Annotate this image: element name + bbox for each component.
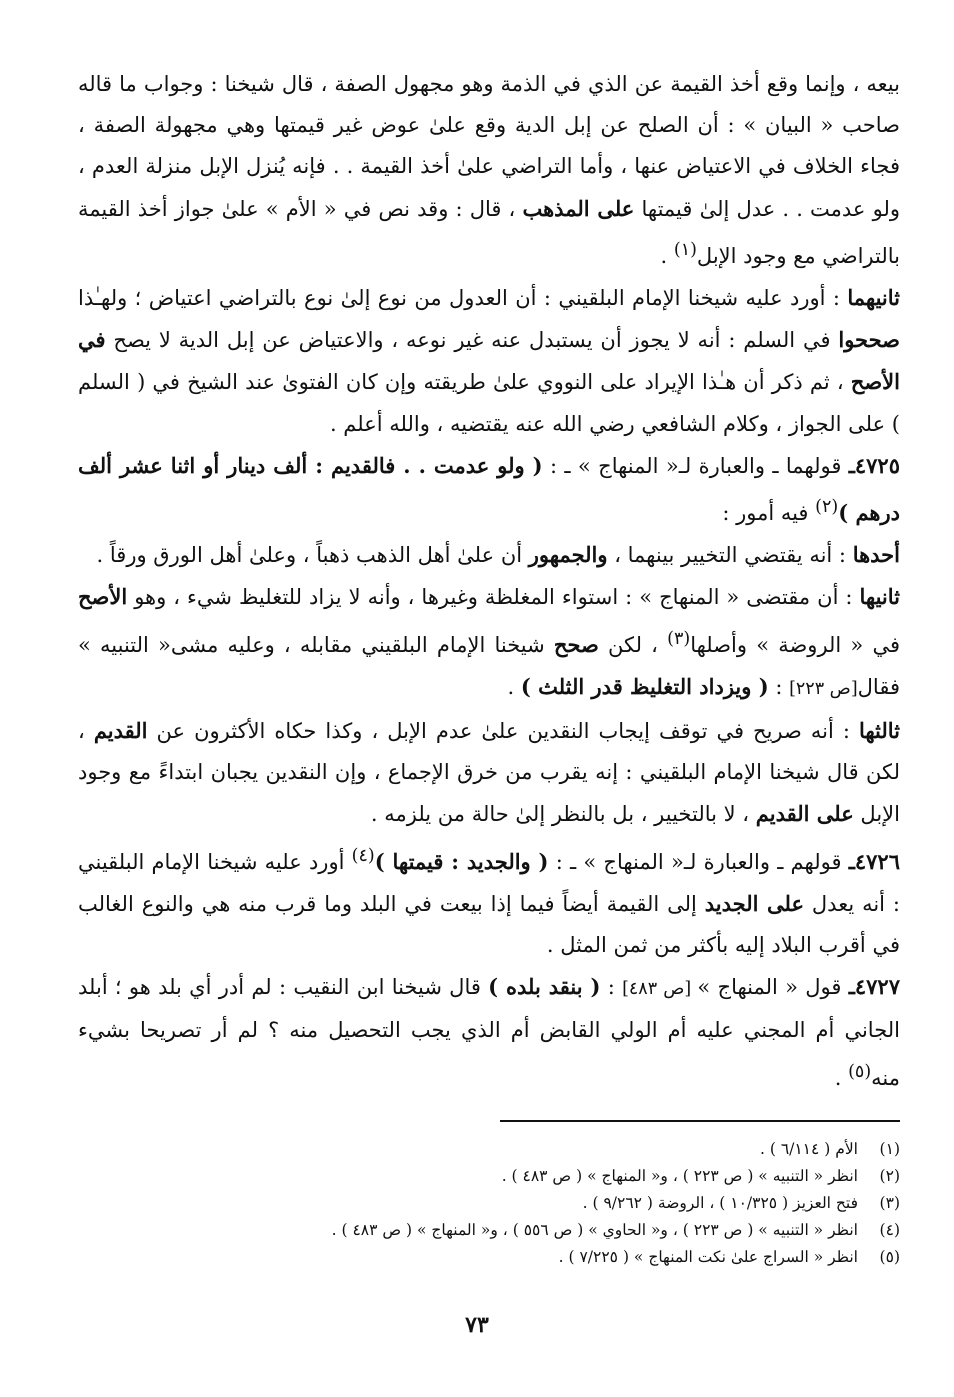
footnote: [78, 1244, 900, 1271]
footnote-ref[interactable]: (٤): [351, 845, 375, 866]
footnote-number: (٣): [879, 1194, 900, 1212]
paragraph-3: ٤٧٢٥ـ قولهما ـ والعبارة لـ« المنهاج » ـ : ( ولو عدمت . . فالقديم : ألف دينار أو اثنا عشر ألف درهم )$^{(٢)}$ فيه أمور :: [78, 452, 900, 526]
footnote-text: انظر « السراج علىٰ نكت المنهاج » ( ٧/٢٢٥ ) .: [558, 1248, 858, 1266]
footnote: [78, 1190, 900, 1217]
footnote-text: انظر « التنبيه » ( ص ٢٢٣ ) ، و« المنهاج » ( ص ٤٨٣ ) .: [501, 1167, 858, 1185]
paragraph-8: ٤٧٢٧ـ قول « المنهاج » [ص ٤٨٣] : ( بنقد بلده ) قال شيخنا ابن النقيب : لم أدر أي بلد هو ؛ أبلد الجاني أم المجني عليه أم الولي القابض أم الذي يجب التحصيل منه ؟ لم أر تصريحا بشيء منه$^{(٥)}$ .: [78, 974, 900, 1090]
footnote-divider: [500, 1120, 900, 1122]
footnote-ref[interactable]: (١): [673, 239, 697, 260]
footnote-number: (٢): [879, 1167, 900, 1185]
footnote: [78, 1163, 900, 1190]
footnote-ref[interactable]: (٣): [667, 628, 691, 649]
page-number: ٧٣: [465, 1312, 489, 1338]
footnote-number: (٥): [879, 1248, 900, 1266]
footnote-number: (٤): [879, 1221, 900, 1239]
footnote: [78, 1217, 900, 1244]
paragraph-7: ٤٧٢٦ـ قولهم ـ والعبارة لـ« المنهاج » ـ : ( والجديد : قيمتها )$^{(٤)}$ أورد عليه شيخنا الإمام البلقيني : أنه يعدل على الجديد إلى القيمة أيضاً فيما إذا بيعت في البلد وما قرب منه هي والنوع الغالب في أقرب البلاد إليه بأكثر من ثمن المثل .: [78, 845, 900, 958]
paragraph-5: ثانيها : أن مقتضى « المنهاج » : استواء المغلظة وغيرها ، وأنه لا يزاد للتغليظ شيء ، وهو الأصح في « الروضة » وأصلها$^{(٣)}$ ، لكن صحح شيخنا الإمام البلقيني مقابله ، وعليه مشى« التنبيه » فقال[ص ٢٢٣] : ( ويزداد التغليظ قدر الثلث ) .: [78, 584, 900, 699]
footnote-ref[interactable]: (٢): [815, 497, 839, 518]
paragraph-4: أحدها : أنه يقتضي التخيير بينهما ، والجمهور أن علىٰ أهل الذهب ذهباً ، وعلىٰ أهل الورق ورقاً .: [96, 542, 900, 568]
paragraph-6: ثالثها : أنه صريح في توقف إيجاب النقدين علىٰ عدم الإبل ، وكذا حكاه الأكثرون عن القديم ، لكن قال شيخنا الإمام البلقيني : إنه يقرب من خرق الإجماع ، وإن النقدين يجبان ابتداءً مع وجود الإبل على القديم ، لا بالتخيير ، بل بالنظر إلىٰ حالة من يلزمه .: [78, 718, 901, 827]
footnote-text: فتح العزيز ( ١٠/٣٢٥ ) ، الروضة ( ٩/٢٦٢ ) .: [582, 1194, 858, 1212]
page-reference: [ص ٤٨٣]: [622, 979, 698, 1000]
paragraph-1: بيعه ، وإنما وقع أخذ القيمة عن الذي في الذمة وهو مجهول الصفة ، قال شيخنا : وجواب ما قاله صاحب « البيان » : أن الصلح عن إبل الدية وقع علىٰ عوض غير قيمتها وهي مجهولة الصفة ، فجاء الخلاف في الاعتياض عنها ، وأما التراضي علىٰ أخذ القيمة . . فإنه يُنزل الإبل منزلة العدم ، ولو عدمت . . عدل إلىٰ قيمتها على المذهب ، قال : وقد نص في « الأم » علىٰ جواز أخذ القيمة بالتراضي مع وجود الإبل$^{(١)}$ .: [78, 72, 900, 268]
footnote-number: (١): [879, 1140, 900, 1158]
footnote: [78, 1136, 900, 1163]
paragraph-2: ثانيهما : أورد عليه شيخنا الإمام البلقيني : أن العدول من نوع إلىٰ نوع بالتراضي اعتياض ؛ ولهـٰذا صححوا في السلم : أنه لا يجوز أن يستبدل عنه غير نوعه ، والاعتياض عن إبل الدية لا يصح في الأصح ، ثم ذكر أن هـٰذا الإيراد على النووي علىٰ طريقته وإن كان الفتوىٰ عند الشيخ في ( السلم ) على الجواز ، وكلام الشافعي رضي الله عنه يقتضيه ، والله أعلم .: [78, 285, 901, 436]
footnote-text: انظر « التنبيه » ( ص ٢٢٣ ) ، و« الحاوي » ( ص ٥٥٦ ) ، و« المنهاج » ( ص ٤٨٣ ) .: [331, 1221, 858, 1239]
page-reference: [ص ٢٢٣]: [789, 678, 858, 699]
footnote-text: الأم ( ٦/١١٤ ) .: [759, 1140, 858, 1158]
footnotes-section: [78, 1120, 900, 1271]
footnote-ref[interactable]: (٥): [848, 1061, 872, 1082]
main-text: [78, 64, 900, 1099]
